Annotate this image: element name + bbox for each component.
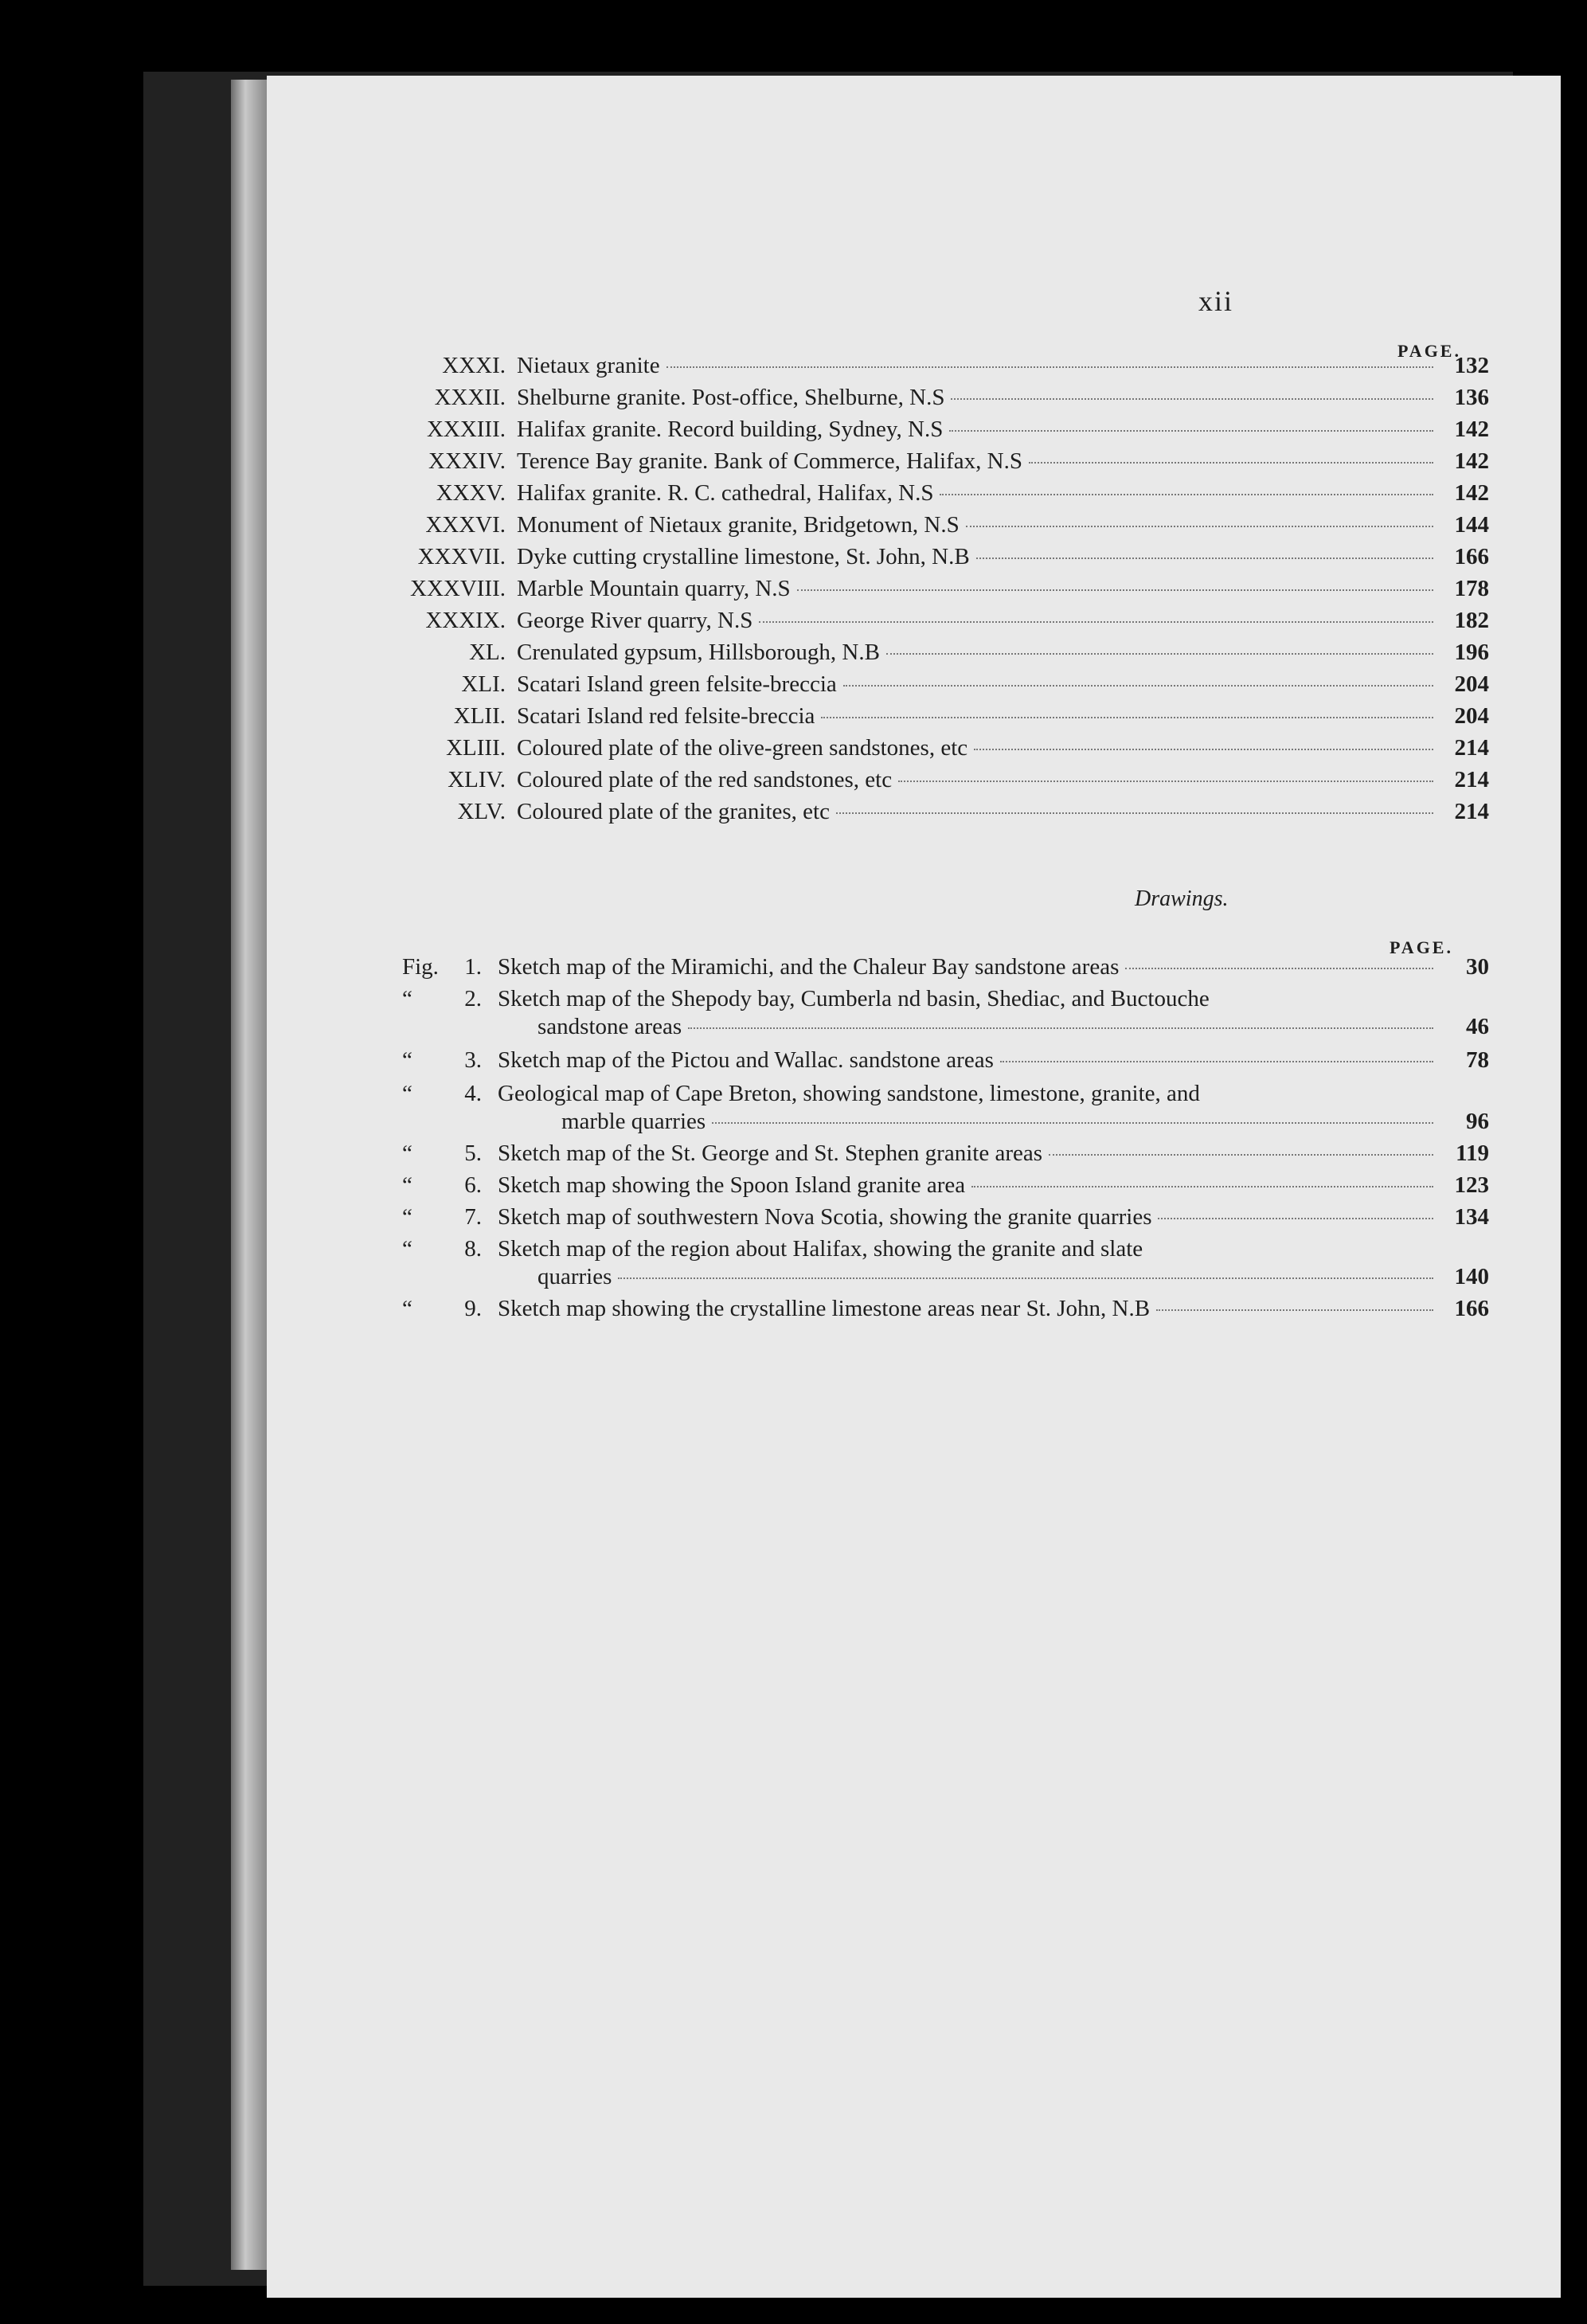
figure-number <box>402 954 498 980</box>
figure-number <box>402 1172 498 1199</box>
list-item <box>402 353 1489 385</box>
figure-title: Sketch map of southwestern Nova Scotia, showing the granite quarries <box>498 1204 1152 1230</box>
plate-number: XXXII. <box>434 385 506 410</box>
figure-title: Sketch map of the Pictou and Wallac. sandstone areas <box>498 1047 994 1073</box>
figure-index: 1. <box>464 954 482 980</box>
list-item <box>402 1047 1489 1079</box>
figure-index: 8. <box>464 1236 482 1262</box>
figure-prefix: “ <box>402 1172 412 1198</box>
plate-title: Monument of Nietaux granite, Bridgetown, N.S <box>517 512 960 538</box>
page-number: xii <box>1198 285 1234 317</box>
figure-title-continued: sandstone areas <box>537 1014 682 1039</box>
plate-number: XXXV. <box>436 480 506 506</box>
plate-page: 142 <box>1454 480 1489 506</box>
list-item <box>402 608 1489 640</box>
plate-title: Crenulated gypsum, Hillsborough, N.B <box>517 640 880 665</box>
figure-number <box>402 1204 498 1230</box>
list-item <box>402 512 1489 544</box>
plate-page: 214 <box>1454 767 1489 792</box>
list-item-continuation <box>561 1109 1489 1140</box>
dot-leader <box>949 430 1433 432</box>
figure-index: 2. <box>464 986 482 1011</box>
figure-index: 4. <box>464 1081 482 1106</box>
figure-prefix: “ <box>402 1140 412 1166</box>
figure-title: Sketch map of the St. George and St. Stephen granite areas <box>498 1140 1043 1166</box>
plate-page: 142 <box>1454 448 1489 474</box>
figure-prefix: “ <box>402 1081 412 1106</box>
figure-page: 78 <box>1466 1047 1489 1073</box>
figure-page: 166 <box>1454 1296 1489 1321</box>
figure-title: Sketch map of the Shepody bay, Cumberla nd basin, Shediac, and Buctouche <box>498 986 1210 1011</box>
plate-page: 132 <box>1454 353 1489 378</box>
plate-number: XXXVI. <box>425 512 506 538</box>
plate-number: XXXI. <box>442 353 506 378</box>
plate-page: 214 <box>1454 799 1489 824</box>
list-item <box>402 1236 1489 1268</box>
list-item <box>402 767 1489 799</box>
dot-leader <box>666 366 1433 368</box>
plate-title: Coloured plate of the red sandstones, etc <box>517 767 893 792</box>
figure-number <box>402 1081 498 1107</box>
figure-number <box>402 1047 498 1074</box>
figure-index: 6. <box>464 1172 482 1198</box>
plate-number: XXXVIII. <box>410 576 506 601</box>
figure-prefix: Fig. <box>402 954 439 980</box>
plate-page: 144 <box>1454 512 1489 538</box>
figure-index: 9. <box>464 1296 482 1321</box>
drawings-heading: Drawings. <box>1135 886 1229 911</box>
dot-leader <box>836 812 1433 814</box>
plate-page: 136 <box>1454 385 1489 410</box>
dot-leader <box>974 749 1433 750</box>
plate-number: XL. <box>469 640 506 665</box>
plate-number: XXXIV. <box>428 448 506 474</box>
list-item <box>402 1296 1489 1328</box>
dot-leader <box>951 398 1433 400</box>
plate-page: 214 <box>1454 735 1489 761</box>
dot-leader <box>940 494 1433 495</box>
plate-title: Shelburne granite. Post-office, Shelburne, N.S <box>517 385 945 410</box>
dot-leader <box>886 653 1433 655</box>
plate-title: Scatari Island red felsite-breccia <box>517 703 815 729</box>
list-item <box>402 799 1489 831</box>
dot-leader <box>843 685 1433 687</box>
list-item <box>402 448 1489 480</box>
list-item <box>402 986 1489 1018</box>
dot-leader <box>1029 462 1433 464</box>
dot-leader <box>821 717 1433 718</box>
plate-page: 204 <box>1454 671 1489 697</box>
figure-number <box>402 1296 498 1322</box>
list-item <box>402 1172 1489 1204</box>
dot-leader <box>1000 1061 1433 1062</box>
list-item <box>402 954 1489 986</box>
plate-page: 178 <box>1454 576 1489 601</box>
plate-number: XXXVII. <box>417 544 506 569</box>
figure-prefix: “ <box>402 1236 412 1262</box>
plate-title: Halifax granite. R. C. cathedral, Halifax, N.S <box>517 480 934 506</box>
figure-page: 134 <box>1454 1204 1489 1230</box>
plate-title: Halifax granite. Record building, Sydney, N.S <box>517 417 944 442</box>
plate-title: Coloured plate of the olive-green sandstones, etc <box>517 735 968 761</box>
dot-leader <box>966 526 1433 527</box>
plate-number: XLII. <box>453 703 506 729</box>
figure-title-continued: quarries <box>537 1264 612 1289</box>
figure-prefix: “ <box>402 1204 412 1230</box>
dot-leader <box>759 621 1433 623</box>
figure-number <box>402 1236 498 1262</box>
document-page <box>267 76 1561 2298</box>
figure-index: 5. <box>464 1140 482 1166</box>
dot-leader <box>688 1027 1433 1029</box>
plate-title: Dyke cutting crystalline limestone, St. John, N.B <box>517 544 970 569</box>
list-item <box>402 576 1489 608</box>
dot-leader <box>1049 1154 1433 1156</box>
list-item <box>402 417 1489 448</box>
figure-number <box>402 986 498 1012</box>
plate-title: Scatari Island green felsite-breccia <box>517 671 837 697</box>
figure-prefix: “ <box>402 1047 412 1073</box>
figure-page: 123 <box>1454 1172 1489 1198</box>
figure-prefix: “ <box>402 1296 412 1321</box>
figure-title: Sketch map of the Miramichi, and the Chaleur Bay sandstone areas <box>498 954 1120 980</box>
plate-number: XLV. <box>457 799 506 824</box>
dot-leader <box>976 558 1433 559</box>
figure-prefix: “ <box>402 986 412 1011</box>
figure-title: Sketch map showing the crystalline limestone areas near St. John, N.B <box>498 1296 1151 1321</box>
dot-leader <box>618 1277 1433 1279</box>
plate-page: 166 <box>1454 544 1489 569</box>
figure-page: 140 <box>1454 1264 1489 1289</box>
page-edge <box>231 80 267 2270</box>
list-item <box>402 480 1489 512</box>
plate-number: XXXIII. <box>426 417 506 442</box>
plate-title: Terence Bay granite. Bank of Commerce, Halifax, N.S <box>517 448 1022 474</box>
plate-number: XLI. <box>461 671 506 697</box>
plate-title: Coloured plate of the granites, etc <box>517 799 830 824</box>
figure-title-continued: marble quarries <box>561 1109 706 1134</box>
list-item-continuation <box>537 1014 1489 1046</box>
list-item <box>402 385 1489 417</box>
plate-title: Marble Mountain quarry, N.S <box>517 576 791 601</box>
plate-number: XLIII. <box>446 735 506 761</box>
figure-page: 46 <box>1466 1014 1489 1039</box>
plate-page: 182 <box>1454 608 1489 633</box>
figure-title: Geological map of Cape Breton, showing sandstone, limestone, granite, and <box>498 1081 1200 1106</box>
dot-leader <box>797 589 1433 591</box>
list-item <box>402 640 1489 671</box>
list-item <box>402 671 1489 703</box>
figure-index: 7. <box>464 1204 482 1230</box>
plate-number: XXXIX. <box>425 608 506 633</box>
drawings-page-label: PAGE. <box>1390 937 1453 957</box>
dot-leader <box>1125 968 1433 969</box>
plate-page: 196 <box>1454 640 1489 665</box>
dot-leader <box>1156 1309 1433 1311</box>
figure-index: 3. <box>464 1047 482 1073</box>
dot-leader <box>1158 1218 1433 1219</box>
list-item-continuation <box>537 1264 1489 1296</box>
dot-leader <box>712 1122 1433 1124</box>
figure-title: Sketch map of the region about Halifax, showing the granite and slate <box>498 1236 1143 1262</box>
figure-page: 119 <box>1456 1140 1489 1166</box>
figure-number <box>402 1140 498 1167</box>
figure-page: 30 <box>1466 954 1489 980</box>
plates-page-label: PAGE. <box>1397 341 1461 361</box>
dot-leader <box>971 1186 1433 1187</box>
list-item <box>402 1081 1489 1113</box>
plate-title: George River quarry, N.S <box>517 608 753 633</box>
list-item <box>402 735 1489 767</box>
list-item <box>402 544 1489 576</box>
figure-page: 96 <box>1466 1109 1489 1134</box>
plate-page: 204 <box>1454 703 1489 729</box>
list-item <box>402 703 1489 735</box>
figure-title: Sketch map showing the Spoon Island granite area <box>498 1172 966 1198</box>
plate-title: Nietaux granite <box>517 353 660 378</box>
plate-page: 142 <box>1454 417 1489 442</box>
dot-leader <box>898 781 1433 782</box>
list-item <box>402 1140 1489 1172</box>
list-item <box>402 1204 1489 1236</box>
plate-number: XLIV. <box>448 767 506 792</box>
